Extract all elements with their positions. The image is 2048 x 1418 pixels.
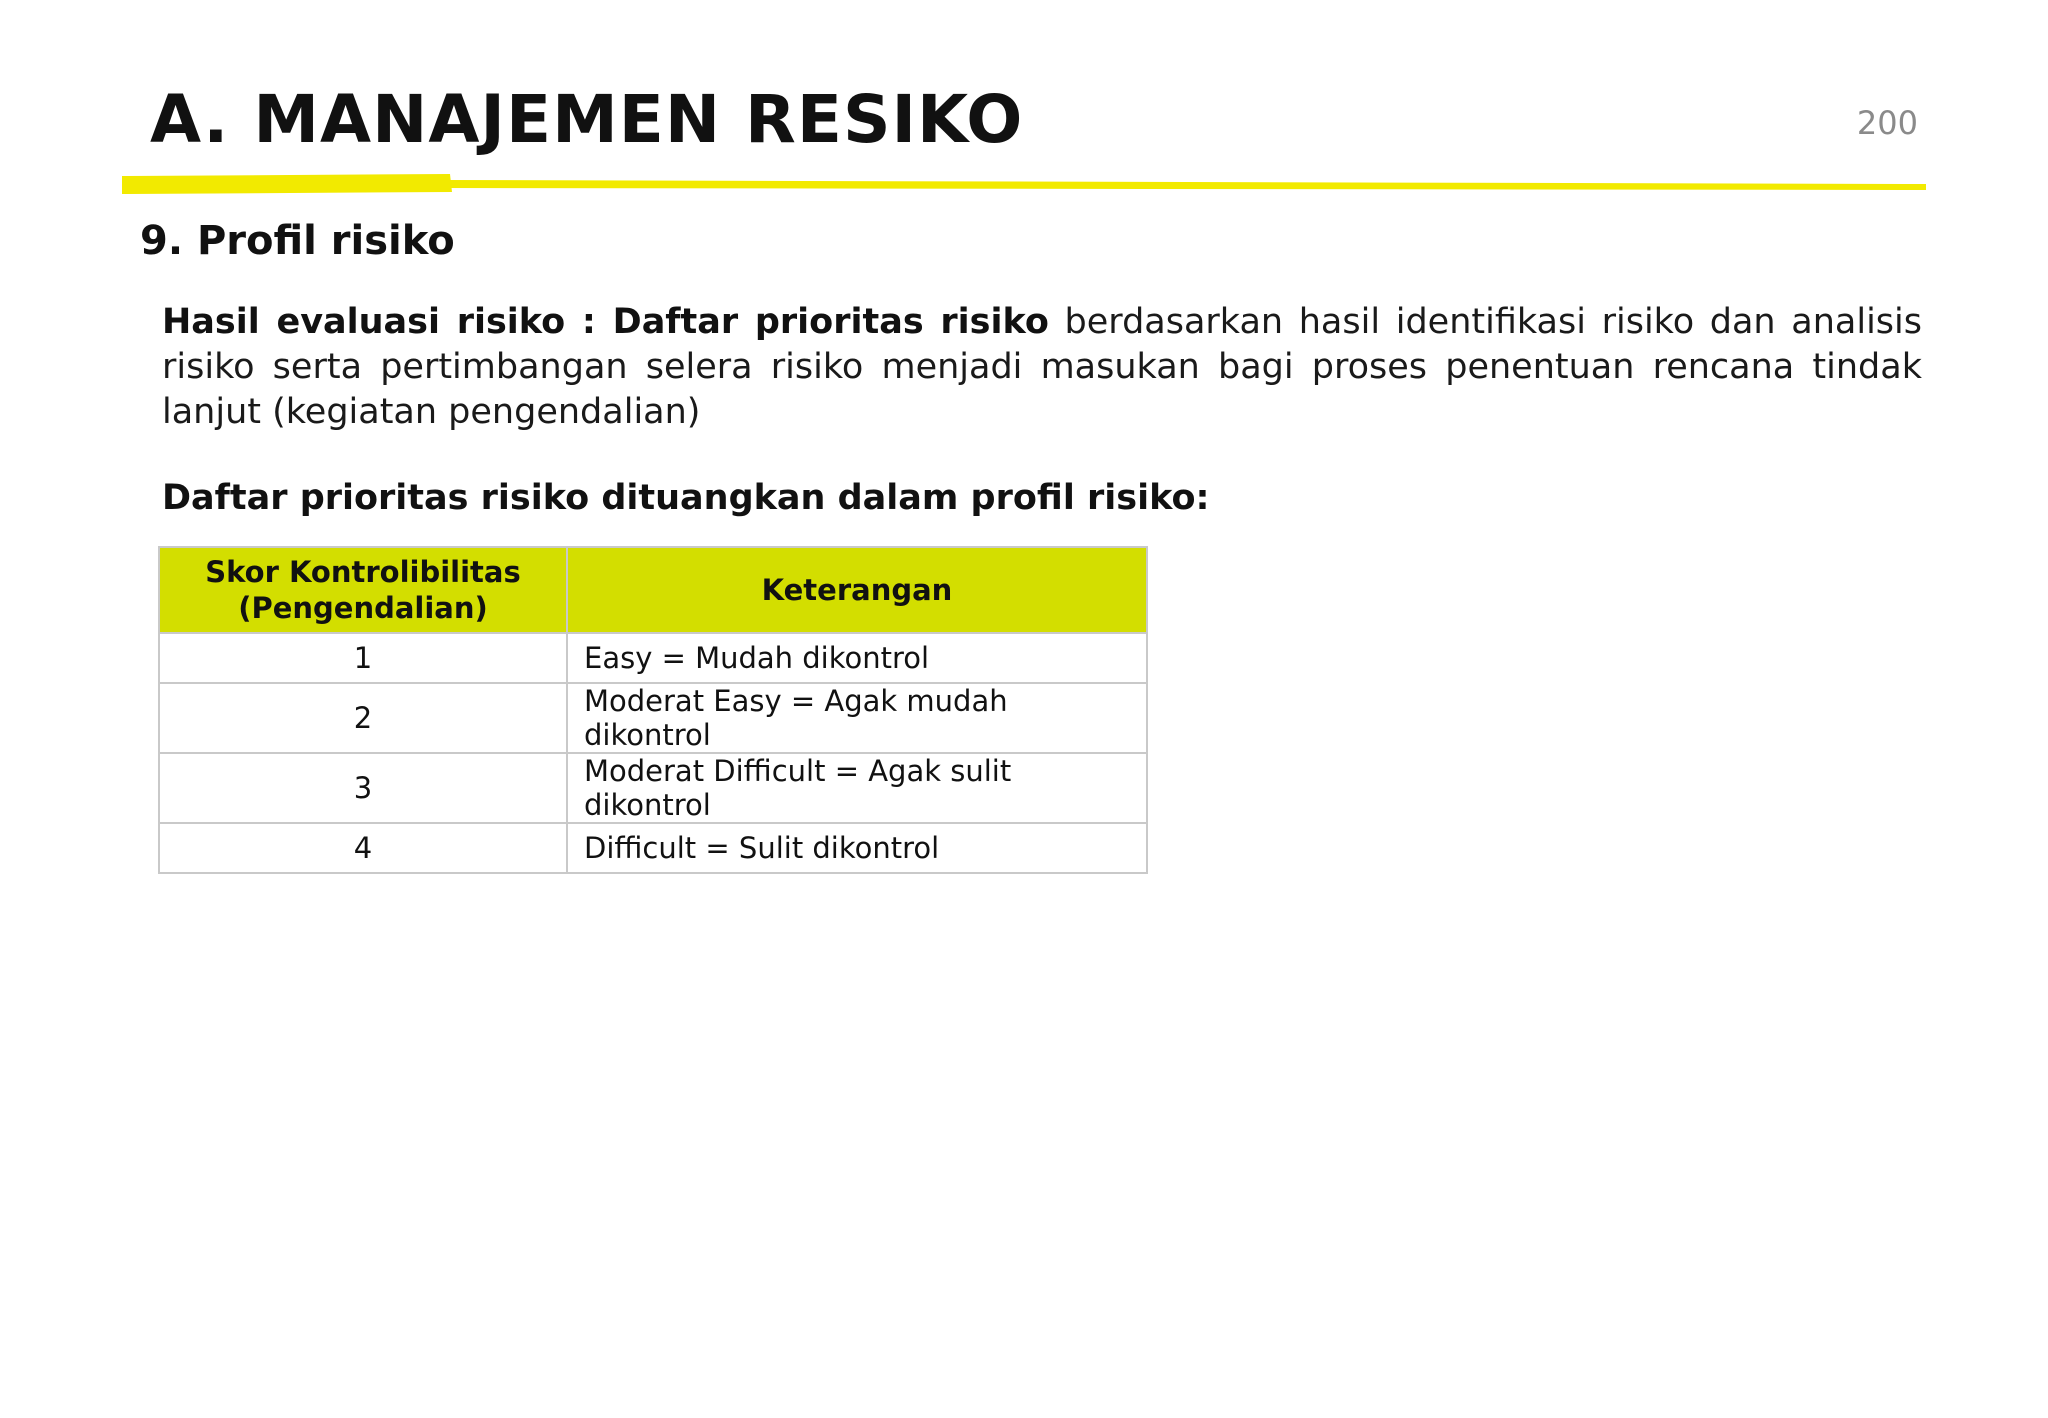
intro-bold-term-1: Hasil evaluasi risiko (162, 302, 566, 342)
table-row (159, 823, 1147, 873)
table-row (159, 683, 1147, 753)
page-number: 200 (1856, 104, 1918, 142)
description-cell: Easy = Mudah dikontrol (567, 633, 1147, 683)
page-title: A. MANAJEMEN RESIKO (150, 81, 1024, 158)
intro-paragraph (162, 300, 1922, 435)
section-heading: 9. Profil risiko (140, 218, 455, 264)
risk-profile-table (158, 546, 1148, 874)
description-cell: Moderat Easy = Agak mudah dikontrol (567, 683, 1147, 753)
score-cell: 4 (159, 823, 567, 873)
table-header-row (159, 547, 1147, 633)
table-caption: Daftar prioritas risiko dituangkan dalam profil risiko: (162, 478, 1210, 518)
table-row (159, 753, 1147, 823)
intro-bold-term-2: Daftar prioritas risiko (612, 302, 1049, 342)
score-cell: 2 (159, 683, 567, 753)
description-cell: Moderat Difficult = Agak sulit dikontrol (567, 753, 1147, 823)
score-cell: 3 (159, 753, 567, 823)
intro-separator: : (565, 302, 613, 342)
description-cell: Difficult = Sulit dikontrol (567, 823, 1147, 873)
intro-body-text: berdasarkan hasil identifikasi risiko dan analisis risiko serta pertimbangan selera risiko menjadi masukan bagi proses penentuan rencana tindak lanjut (kegiatan pengendalian) (162, 302, 1922, 432)
underline-thin-segment (442, 180, 1926, 190)
header-underline (122, 172, 1926, 196)
table-row (159, 633, 1147, 683)
column-header-description: Keterangan (567, 547, 1147, 633)
score-cell: 1 (159, 633, 567, 683)
column-header-score: Skor Kontrolibilitas (Pengendalian) (159, 547, 567, 633)
underline-thick-segment (122, 174, 452, 194)
